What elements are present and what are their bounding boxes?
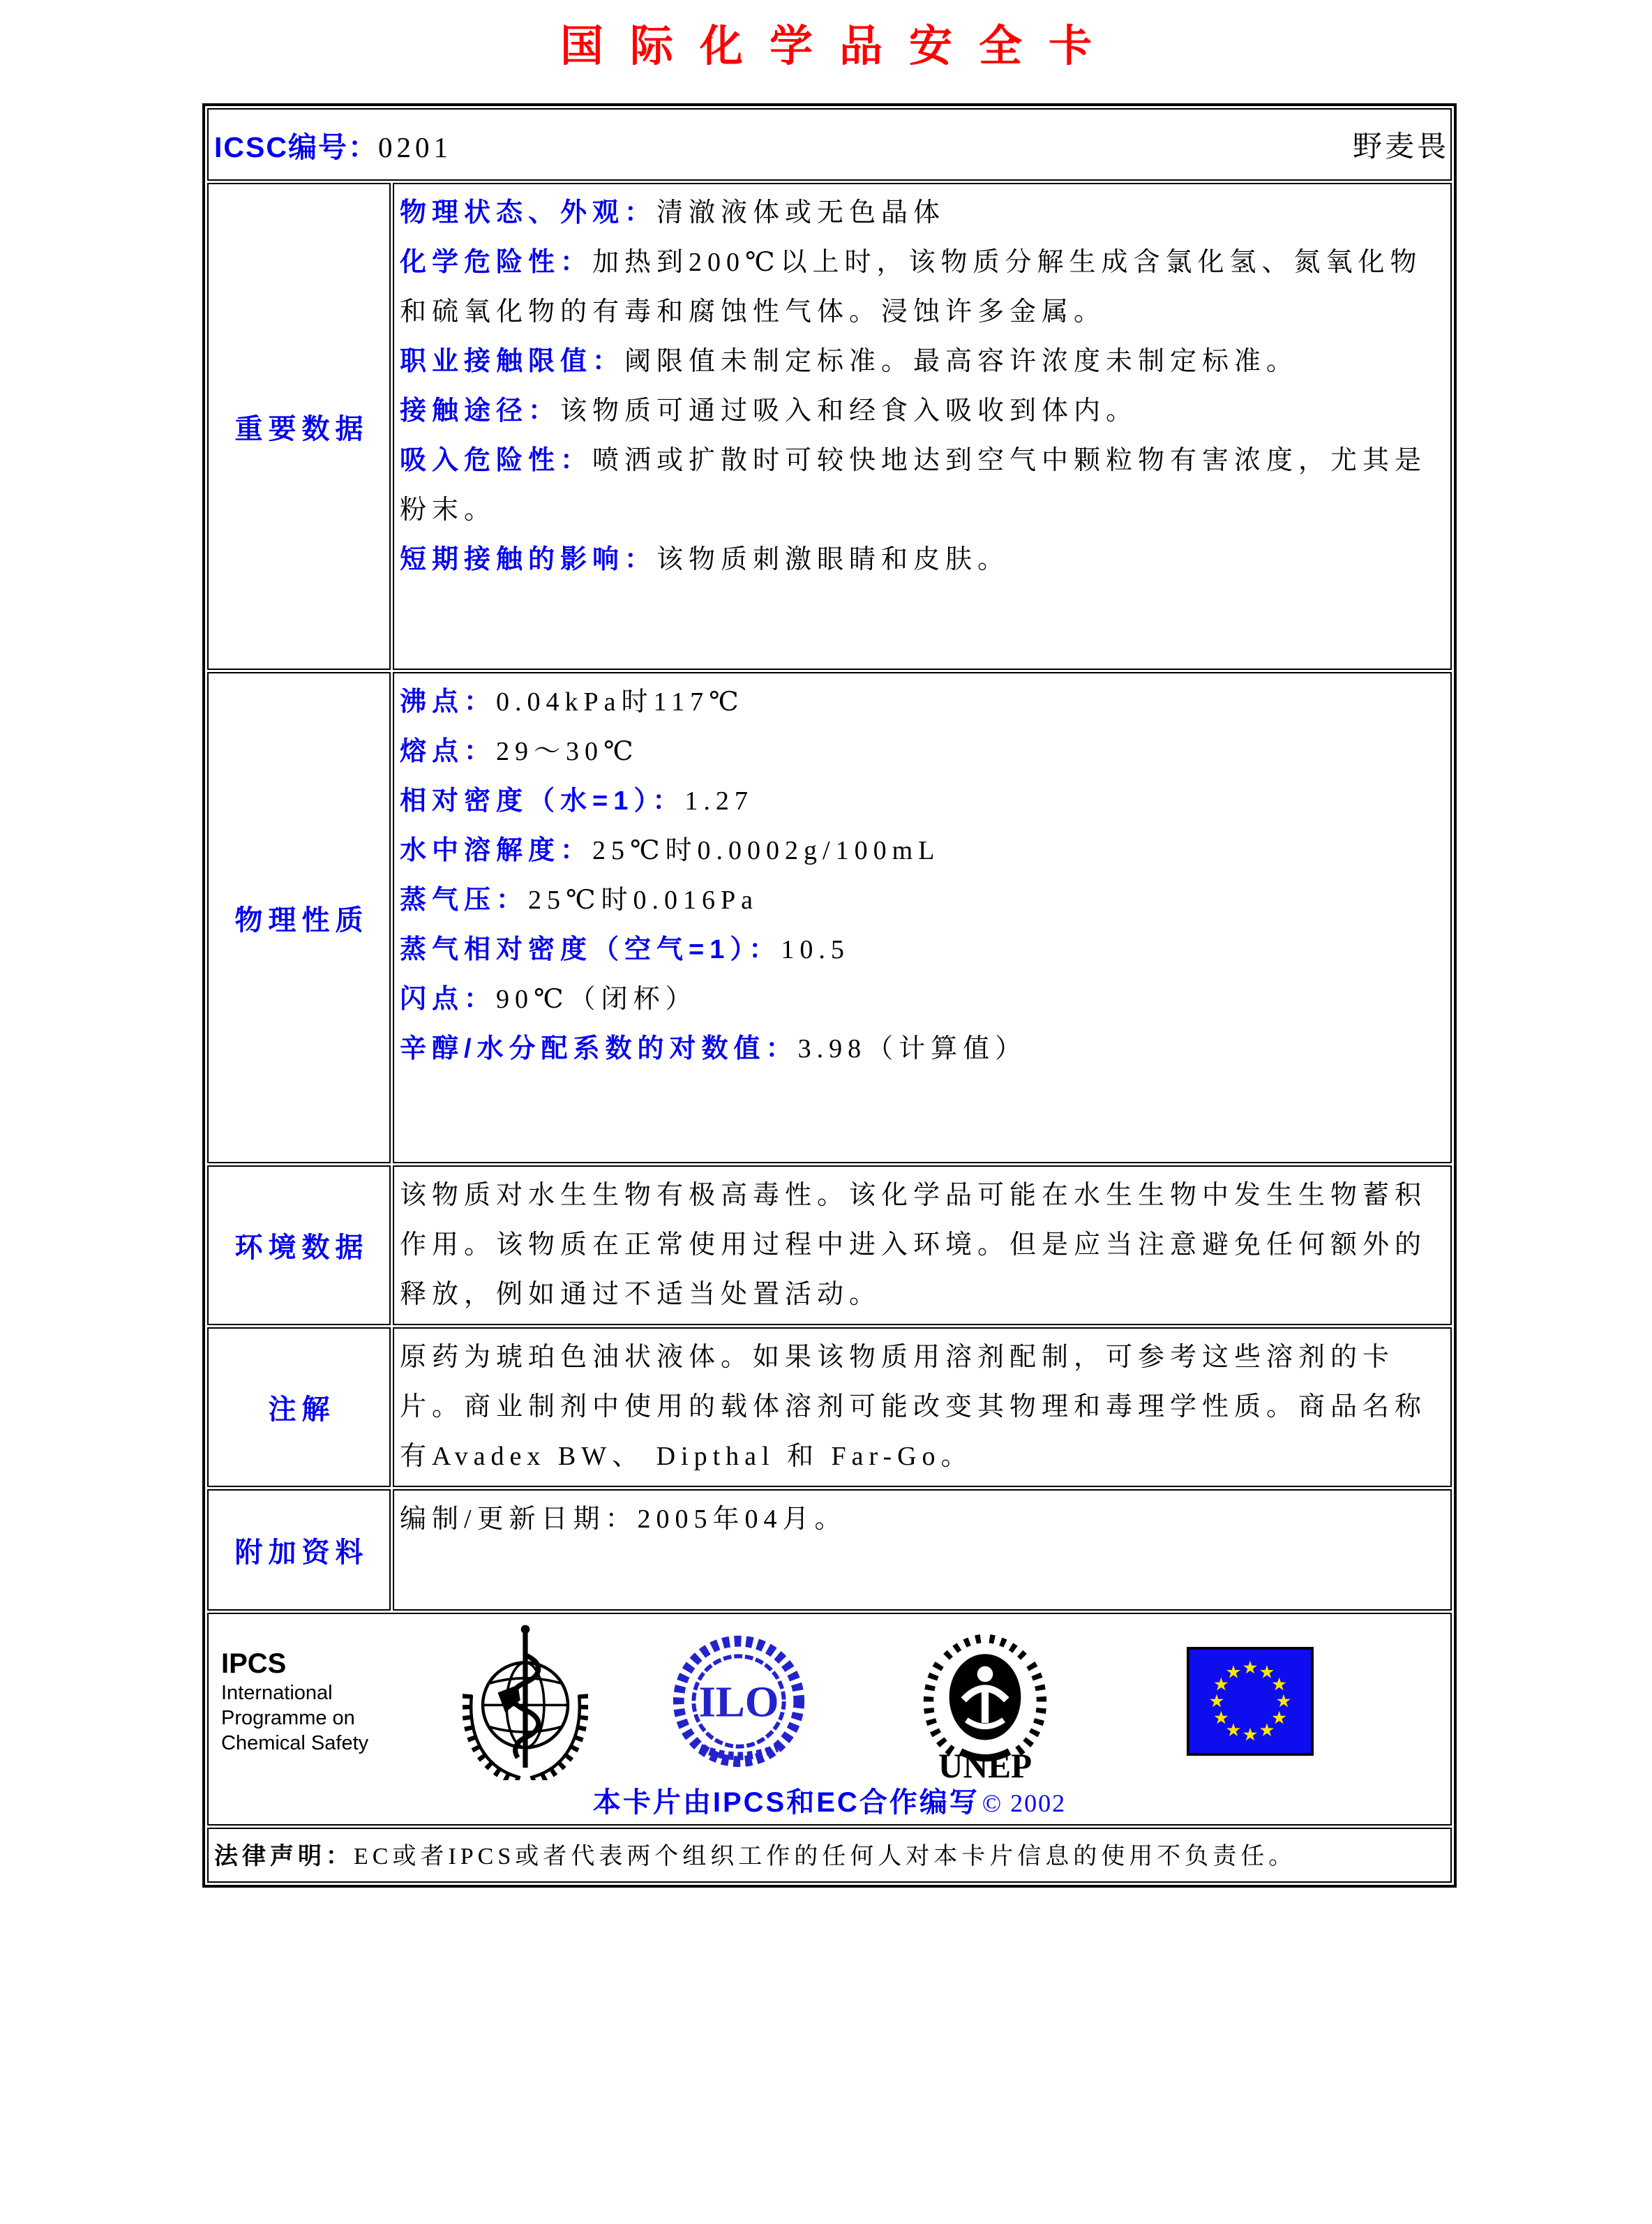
item-key: 相对密度（水=1）： xyxy=(400,786,685,816)
item-value: 90℃（闭杯） xyxy=(496,985,698,1014)
item-key: 物理状态、外观： xyxy=(400,198,657,227)
physical-item xyxy=(400,975,1443,1024)
icsc-number-value: 0201 xyxy=(377,130,452,163)
icsc-number-label: ICSC编号： xyxy=(214,130,378,163)
icsc-number xyxy=(214,124,452,165)
environment-text: 该物质对水生生物有极高毒性。该化学品可能在水生生物中发生生物蓄积作用。该物质在正常使用过程中进入环境。但是应当注意避免任何额外的释放，例如通过不适当处置活动。 xyxy=(400,1181,1427,1309)
physical-item xyxy=(400,826,1443,876)
page-title: 国际化学品安全卡 xyxy=(560,23,1118,70)
important-data-content xyxy=(393,183,1452,670)
logos-cell xyxy=(207,1613,1452,1826)
item-value: 25℃时0.016Pa xyxy=(528,886,759,915)
important-item xyxy=(400,387,1443,436)
item-key: 沸点： xyxy=(400,687,497,717)
physical-item xyxy=(400,925,1443,975)
chemical-name: 野麦畏 xyxy=(1352,131,1449,163)
credit-year: © 2002 xyxy=(982,1789,1067,1817)
important-item xyxy=(400,238,1443,337)
item-value: 25℃时0.0002g/100mL xyxy=(592,836,940,865)
item-key: 闪点： xyxy=(400,985,497,1014)
logos-strip xyxy=(214,1622,1445,1780)
section-label-important: 重要数据 xyxy=(207,183,391,670)
unep-logo-icon xyxy=(906,1622,1064,1780)
notes-text: 原药为琥珀色油状液体。如果该物质用溶剂配制，可参考这些溶剂的卡片。商业制剂中使用的载体溶剂可能改变其物理和毒理学性质。商品名称有Avadex BW、 Dipthal 和 Far-Go。 xyxy=(400,1343,1427,1471)
item-value: 29～30℃ xyxy=(496,737,639,766)
item-value: 加热到200℃以上时，该物质分解生成含氯化氢、氮氧化物和硫氧化物的有毒和腐蚀性气体。浸蚀许多金属。 xyxy=(400,248,1422,327)
notes-row xyxy=(207,1327,1452,1487)
item-value: 该物质刺激眼睛和皮肤。 xyxy=(656,545,1010,574)
section-label-physical: 物理性质 xyxy=(207,672,391,1163)
item-key: 接触途径： xyxy=(400,396,561,426)
item-key: 辛醇/水分配系数的对数值： xyxy=(400,1034,798,1064)
item-key: 水中溶解度： xyxy=(400,836,593,865)
logos-row xyxy=(207,1613,1452,1826)
who-logo-icon xyxy=(463,1622,588,1780)
important-item xyxy=(400,337,1443,387)
important-item xyxy=(400,436,1443,535)
item-value: 0.04kPa时117℃ xyxy=(496,687,744,717)
icsc-card-table xyxy=(202,103,1457,1888)
additional-text: 编制/更新日期：2005年04月。 xyxy=(400,1505,847,1534)
environment-data-row xyxy=(207,1165,1452,1325)
credit-line xyxy=(214,1780,1445,1820)
item-key: 蒸气相对密度（空气=1）： xyxy=(400,935,781,964)
unep-caption: UNEP xyxy=(938,1746,1032,1780)
legal-notice xyxy=(214,1839,1445,1874)
item-value: 3.98（计算值） xyxy=(797,1034,1028,1064)
item-key: 短期接触的影响： xyxy=(400,545,657,574)
ilo-monogram: ILO xyxy=(698,1677,779,1726)
physical-item xyxy=(400,678,1443,727)
notes-content xyxy=(393,1327,1452,1487)
item-value: 该物质可通过吸入和经食入吸收到体内。 xyxy=(560,396,1139,426)
item-key: 蒸气压： xyxy=(400,886,529,915)
physical-item xyxy=(400,727,1443,777)
item-key: 熔点： xyxy=(400,737,497,766)
item-value: 10.5 xyxy=(781,935,850,964)
ipcs-acronym: IPCS xyxy=(221,1648,287,1679)
section-label-environment: 环境数据 xyxy=(207,1165,391,1325)
physical-properties-row xyxy=(207,672,1452,1163)
important-item xyxy=(400,535,1443,585)
item-value: 1.27 xyxy=(684,786,753,816)
header-row xyxy=(207,108,1452,181)
physical-item xyxy=(400,777,1443,826)
ilo-logo-icon xyxy=(670,1633,807,1770)
header-cell xyxy=(207,108,1452,181)
physical-item xyxy=(400,876,1443,925)
additional-info-content xyxy=(393,1489,1452,1611)
item-value: 阈限值未制定标准。最高容许浓度未制定标准。 xyxy=(624,347,1299,376)
credit-text: 本卡片由IPCS和EC合作编写 xyxy=(592,1787,979,1818)
section-label-additional: 附加资料 xyxy=(207,1489,391,1611)
environment-data-content xyxy=(393,1165,1452,1325)
item-value: 清澈液体或无色晶体 xyxy=(656,198,946,227)
physical-properties-content xyxy=(393,672,1452,1163)
legal-label: 法律声明： xyxy=(214,1843,354,1869)
ipcs-line: Chemical Safety xyxy=(221,1732,369,1754)
item-key: 吸入危险性： xyxy=(400,446,593,475)
ipcs-line: International xyxy=(221,1682,333,1704)
eu-flag-icon xyxy=(1187,1647,1314,1756)
section-label-notes: 注解 xyxy=(207,1327,391,1487)
additional-info-row xyxy=(207,1489,1452,1611)
legal-body: EC或者IPCS或者代表两个组织工作的任何人对本卡片信息的使用不负责任。 xyxy=(354,1844,1297,1869)
ipcs-line: Programme on xyxy=(221,1707,355,1729)
important-item xyxy=(400,188,1443,238)
item-value: 喷洒或扩散时可较快地达到空气中颗粒物有害浓度，尤其是粉末。 xyxy=(400,446,1427,525)
legal-row xyxy=(207,1828,1452,1883)
physical-item xyxy=(400,1024,1443,1074)
important-data-row xyxy=(207,183,1452,670)
item-key: 职业接触限值： xyxy=(400,347,625,376)
item-key: 化学危险性： xyxy=(400,248,593,277)
legal-cell xyxy=(207,1828,1452,1883)
ipcs-text-block xyxy=(221,1647,430,1756)
